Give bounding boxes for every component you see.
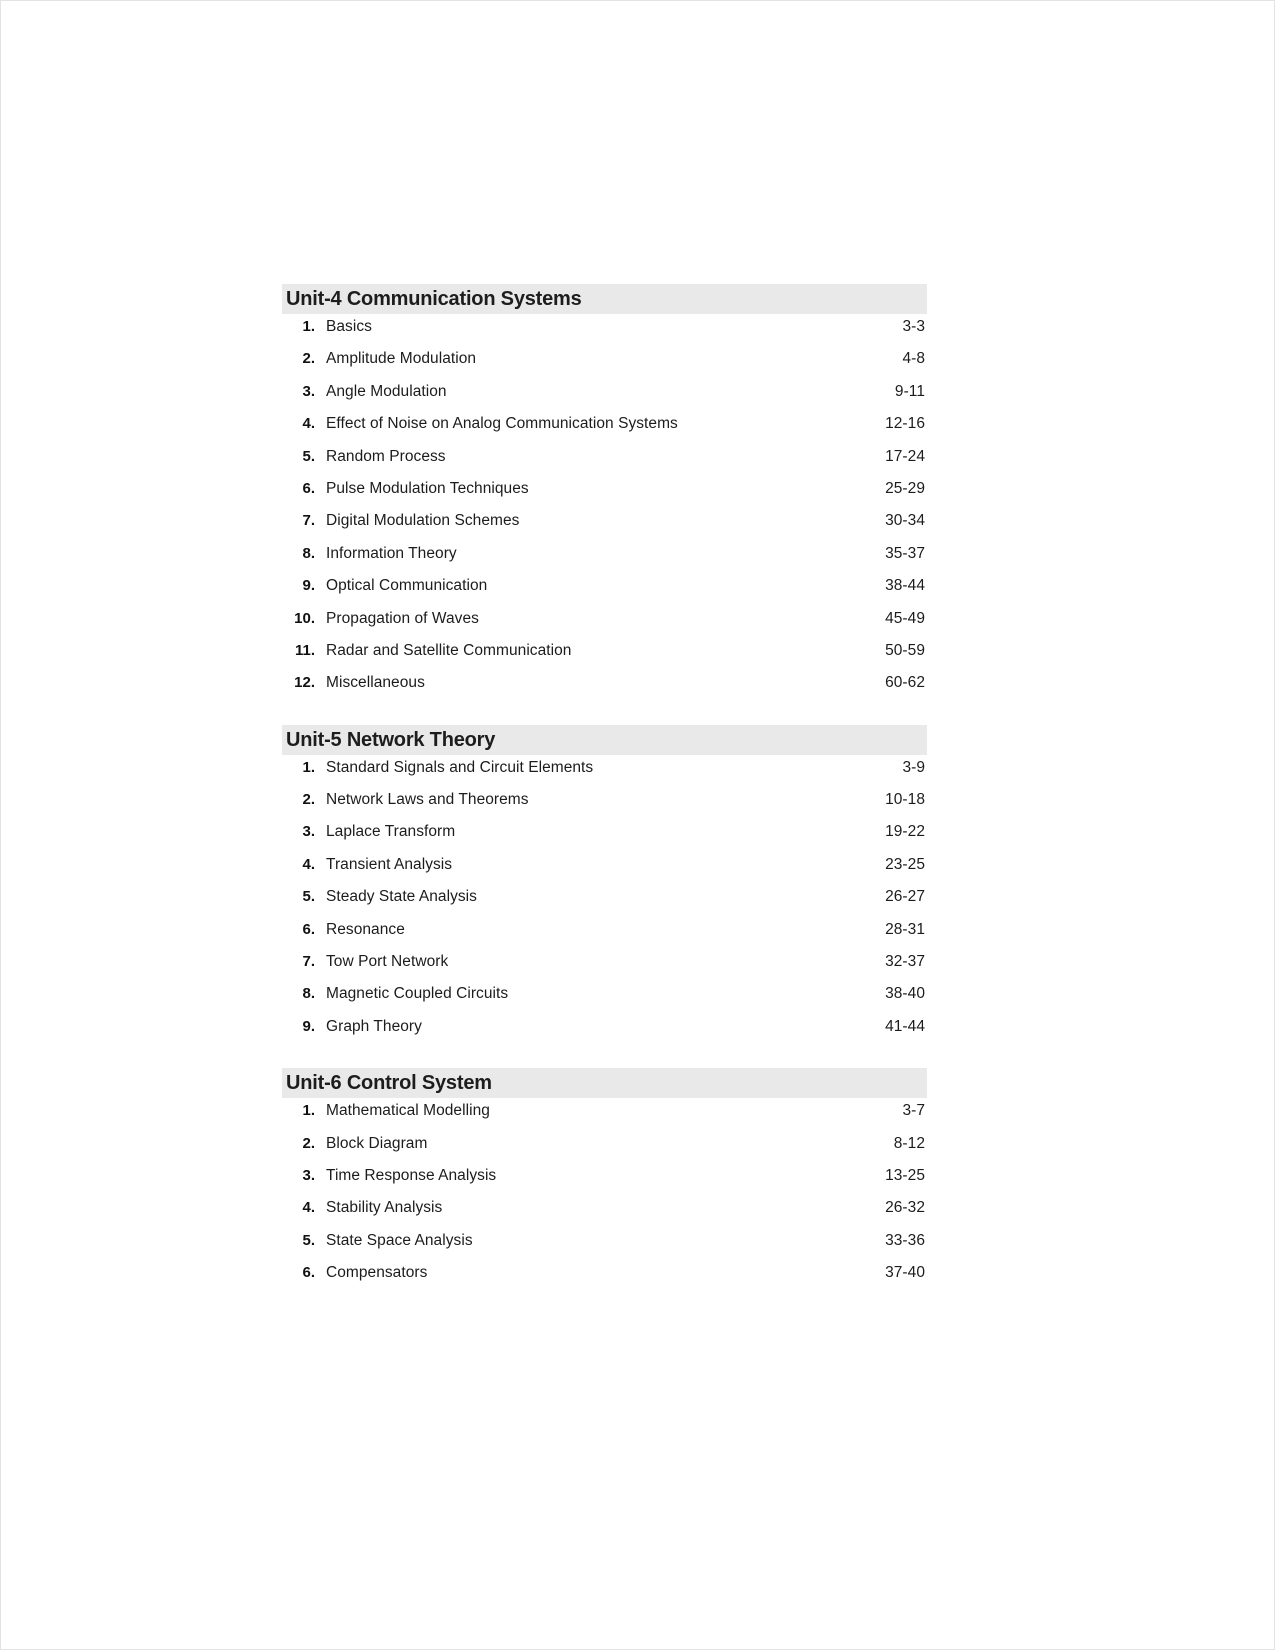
toc-entry[interactable]	[282, 856, 927, 888]
toc-entry[interactable]	[282, 921, 927, 953]
toc-entry[interactable]	[282, 1018, 927, 1050]
entry-number: 3.	[302, 382, 315, 400]
entry-number: 1.	[302, 1102, 315, 1120]
toc-entry[interactable]	[282, 888, 927, 920]
entry-page-range: 45-49	[885, 609, 925, 627]
section-heading-unit-5: Unit-5 Network Theory	[282, 725, 927, 755]
entry-title: State Space Analysis	[326, 1231, 473, 1249]
toc-entry[interactable]	[282, 1264, 927, 1296]
entry-title: Effect of Noise on Analog Communication Systems	[326, 415, 678, 433]
entry-title: Block Diagram	[326, 1134, 428, 1152]
entry-title: Pulse Modulation Techniques	[326, 479, 529, 497]
entry-number: 9.	[302, 1017, 315, 1035]
entry-page-range: 32-37	[885, 953, 925, 971]
entry-page-range: 26-32	[885, 1199, 925, 1217]
entry-number: 5.	[302, 888, 315, 906]
table-of-contents	[282, 284, 927, 1297]
section-spacer	[282, 707, 927, 725]
toc-entry[interactable]	[282, 1232, 927, 1264]
section-items-unit-5	[282, 755, 927, 1051]
entry-page-range: 50-59	[885, 641, 925, 659]
entry-page-range: 33-36	[885, 1231, 925, 1249]
entry-title: Stability Analysis	[326, 1199, 443, 1217]
toc-section-unit-6	[282, 1068, 927, 1296]
toc-entry[interactable]	[282, 1199, 927, 1231]
entry-title: Mathematical Modelling	[326, 1102, 490, 1120]
toc-entry[interactable]	[282, 823, 927, 855]
toc-entry[interactable]	[282, 448, 927, 480]
entry-number: 6.	[302, 1264, 315, 1282]
entry-title: Radar and Satellite Communication	[326, 641, 572, 659]
entry-title: Standard Signals and Circuit Elements	[326, 758, 594, 776]
entry-page-range: 19-22	[885, 823, 925, 841]
entry-title: Laplace Transform	[326, 823, 456, 841]
entry-number: 7.	[302, 512, 315, 530]
entry-page-range: 35-37	[885, 544, 925, 562]
entry-title: Digital Modulation Schemes	[326, 512, 520, 530]
entry-number: 2.	[302, 1134, 315, 1152]
entry-page-range: 38-40	[885, 985, 925, 1003]
entry-number: 11.	[294, 641, 315, 659]
entry-number: 3.	[302, 823, 315, 841]
entry-title: Optical Communication	[326, 577, 488, 595]
entry-number: 8.	[302, 544, 315, 562]
toc-entry[interactable]	[282, 350, 927, 382]
entry-page-range: 26-27	[885, 888, 925, 906]
entry-number: 9.	[302, 577, 315, 595]
toc-entry[interactable]	[282, 674, 927, 706]
entry-number: 1.	[302, 318, 315, 335]
entry-title: Amplitude Modulation	[326, 350, 477, 368]
entry-title: Magnetic Coupled Circuits	[326, 985, 509, 1003]
section-items-unit-6	[282, 1098, 927, 1296]
entry-page-range: 10-18	[885, 791, 925, 809]
entry-page-range: 38-44	[885, 577, 925, 595]
entry-number: 12.	[294, 674, 315, 692]
entry-number: 5.	[302, 1231, 315, 1249]
toc-entry[interactable]	[282, 1135, 927, 1167]
toc-section-unit-4	[282, 284, 927, 707]
entry-page-range: 17-24	[885, 447, 925, 465]
entry-number: 3.	[302, 1166, 315, 1184]
entry-number: 6.	[302, 920, 315, 938]
entry-page-range: 12-16	[885, 415, 925, 433]
section-spacer	[282, 1050, 927, 1068]
entry-title: Information Theory	[326, 544, 457, 562]
toc-entry[interactable]	[282, 610, 927, 642]
entry-page-range: 13-25	[885, 1166, 925, 1184]
entry-title: Steady State Analysis	[326, 888, 477, 906]
toc-entry[interactable]	[282, 383, 927, 415]
entry-title: Tow Port Network	[326, 953, 449, 971]
entry-page-range: 25-29	[885, 479, 925, 497]
entry-page-range: 23-25	[885, 855, 925, 873]
entry-number: 10.	[294, 609, 315, 627]
entry-page-range: 37-40	[885, 1264, 925, 1282]
entry-page-range: 3-3	[902, 318, 925, 335]
entry-title: Random Process	[326, 447, 446, 465]
toc-entry[interactable]	[282, 415, 927, 447]
entry-title: Transient Analysis	[326, 855, 453, 873]
entry-title: Miscellaneous	[326, 674, 425, 692]
entry-title: Angle Modulation	[326, 382, 447, 400]
entry-page-range: 28-31	[885, 920, 925, 938]
toc-entry[interactable]	[282, 512, 927, 544]
entry-number: 6.	[302, 479, 315, 497]
entry-page-range: 8-12	[893, 1134, 925, 1152]
entry-number: 1.	[302, 758, 315, 776]
entry-number: 4.	[302, 415, 315, 433]
toc-entry[interactable]	[282, 545, 927, 577]
entry-page-range: 60-62	[885, 674, 925, 692]
entry-number: 2.	[302, 791, 315, 809]
section-heading-unit-4: Unit-4 Communication Systems	[282, 284, 927, 314]
entry-page-range: 30-34	[885, 512, 925, 530]
entry-title: Basics	[326, 318, 372, 335]
toc-entry[interactable]	[282, 577, 927, 609]
entry-title: Compensators	[326, 1264, 428, 1282]
entry-title: Time Response Analysis	[326, 1166, 497, 1184]
entry-number: 8.	[302, 985, 315, 1003]
entry-page-range: 3-7	[902, 1102, 925, 1120]
entry-page-range: 4-8	[902, 350, 925, 368]
toc-entry[interactable]	[282, 1102, 927, 1134]
toc-entry[interactable]	[282, 642, 927, 674]
entry-number: 7.	[302, 953, 315, 971]
entry-number: 2.	[302, 350, 315, 368]
entry-title: Propagation of Waves	[326, 609, 479, 627]
entry-title: Resonance	[326, 920, 405, 938]
section-heading-unit-6: Unit-6 Control System	[282, 1068, 927, 1098]
section-items-unit-4	[282, 314, 927, 707]
toc-entry[interactable]	[282, 1167, 927, 1199]
entry-page-range: 3-9	[902, 758, 925, 776]
entry-page-range: 9-11	[894, 382, 925, 400]
entry-number: 4.	[302, 1199, 315, 1217]
entry-title: Graph Theory	[326, 1017, 422, 1035]
entry-title: Network Laws and Theorems	[326, 791, 529, 809]
toc-entry[interactable]	[282, 480, 927, 512]
toc-entry[interactable]	[282, 953, 927, 985]
toc-entry[interactable]	[282, 759, 927, 791]
entry-page-range: 41-44	[885, 1017, 925, 1035]
toc-entry[interactable]	[282, 318, 927, 350]
toc-section-unit-5	[282, 725, 927, 1051]
entry-number: 4.	[302, 855, 315, 873]
entry-number: 5.	[302, 447, 315, 465]
toc-entry[interactable]	[282, 985, 927, 1017]
toc-entry[interactable]	[282, 791, 927, 823]
